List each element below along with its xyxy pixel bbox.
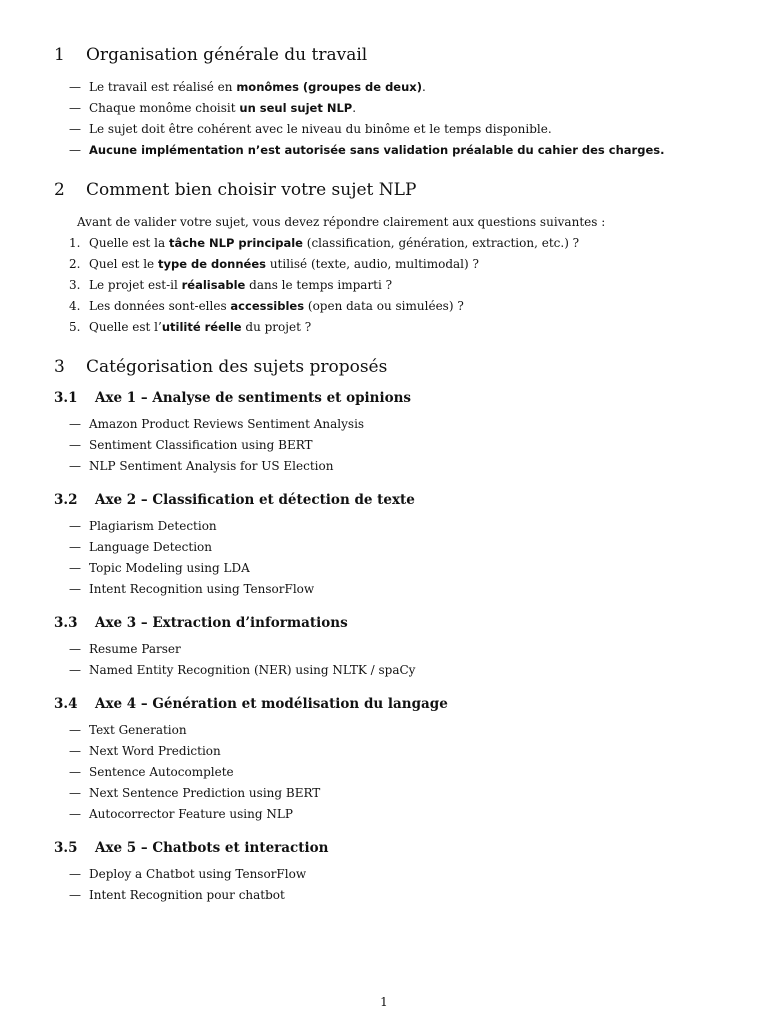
dash-marker: — [69, 582, 81, 596]
list-item: — Deploy a Chatbot using TensorFlow [69, 864, 724, 885]
section-heading [54, 44, 724, 66]
section-heading [54, 356, 724, 378]
subsection-number: 3.2 [54, 492, 78, 508]
dash-marker: — [69, 143, 81, 157]
subsection-number: 3.3 [54, 615, 78, 631]
list-item: — Aucune implémentation n’est autorisée sans validation préalable du cahier des charges. [69, 140, 724, 161]
bullet-list [54, 77, 724, 161]
list-item: 4. Les données sont-elles accessibles (open data ou simulées) ? [69, 299, 464, 313]
list-item: — Plagiarism Detection [69, 516, 724, 537]
bullet-list [54, 516, 724, 600]
dash-marker: — [69, 101, 81, 115]
section-number: 1 [54, 45, 65, 65]
subsection-heading [54, 389, 724, 407]
page-number: 1 [380, 995, 388, 1009]
list-item: 3. Le projet est-il réalisable dans le temps imparti ? [69, 278, 393, 292]
section-title: Comment bien choisir votre sujet NLP [86, 180, 417, 200]
dash-marker: — [69, 663, 81, 677]
list-item: — Autocorrector Feature using NLP [69, 804, 724, 825]
subsection-heading [54, 491, 724, 509]
list-item: — Sentence Autocomplete [69, 762, 724, 783]
list-item: — Named Entity Recognition (NER) using NLTK / spaCy [69, 660, 724, 681]
list-item: — Topic Modeling using LDA [69, 558, 724, 579]
section-heading [54, 179, 724, 201]
list-item: — Le sujet doit être cohérent avec le niveau du binôme et le temps disponible. [69, 119, 724, 140]
dash-marker: — [69, 642, 81, 656]
dash-marker: — [69, 122, 81, 136]
dash-marker: — [69, 786, 81, 800]
list-item: 2. Quel est le type de données utilisé (texte, audio, multimodal) ? [69, 257, 479, 271]
subsection-title: Axe 3 – Extraction d’informations [95, 615, 348, 631]
section-number: 3 [54, 357, 65, 377]
section-choisir-sujet [54, 179, 724, 338]
subsection-number: 3.5 [54, 840, 78, 856]
document-page [54, 44, 724, 906]
dash-marker: — [69, 459, 81, 473]
dash-marker: — [69, 723, 81, 737]
bullet-list [54, 639, 724, 681]
dash-marker: — [69, 561, 81, 575]
list-item: — Chaque monôme choisit un seul sujet NLP. [69, 98, 724, 119]
section-organisation [54, 44, 724, 161]
dash-marker: — [69, 765, 81, 779]
subsection-number: 3.4 [54, 696, 78, 712]
subsection-title: Axe 2 – Classification et détection de texte [95, 492, 415, 508]
list-item: — Le travail est réalisé en monômes (groupes de deux). [69, 77, 724, 98]
list-item: — Amazon Product Reviews Sentiment Analysis [69, 414, 724, 435]
list-item: 1. Quelle est la tâche NLP principale (classification, génération, extraction, etc.) ? [69, 236, 580, 250]
subsection-heading [54, 614, 724, 632]
numbered-list [54, 233, 724, 338]
subsection-heading [54, 839, 724, 857]
dash-marker: — [69, 519, 81, 533]
list-item: — Intent Recognition using TensorFlow [69, 579, 724, 600]
list-item: — Resume Parser [69, 639, 724, 660]
list-item: — Next Word Prediction [69, 741, 724, 762]
list-item: — Intent Recognition pour chatbot [69, 885, 724, 906]
list-item: — Text Generation [69, 720, 724, 741]
bullet-list [54, 864, 724, 906]
section-number: 2 [54, 180, 65, 200]
bullet-list [54, 720, 724, 825]
section-title: Organisation générale du travail [86, 45, 368, 65]
section-categorisation [54, 356, 724, 906]
subsection-title: Axe 5 – Chatbots et interaction [95, 840, 329, 856]
subsection-title: Axe 1 – Analyse de sentiments et opinions [95, 390, 412, 406]
dash-marker: — [69, 867, 81, 881]
list-item: — Language Detection [69, 537, 724, 558]
subsection-number: 3.1 [54, 390, 78, 406]
dash-marker: — [69, 888, 81, 902]
dash-marker: — [69, 540, 81, 554]
list-item: — Sentiment Classification using BERT [69, 435, 724, 456]
list-item: — Next Sentence Prediction using BERT [69, 783, 724, 804]
list-item: — NLP Sentiment Analysis for US Election [69, 456, 724, 477]
dash-marker: — [69, 438, 81, 452]
subsection-heading [54, 695, 724, 713]
section-title: Catégorisation des sujets proposés [86, 357, 388, 377]
subsection-title: Axe 4 – Génération et modélisation du langage [95, 696, 448, 712]
dash-marker: — [69, 744, 81, 758]
list-item: 5. Quelle est l’utilité réelle du projet ? [69, 320, 312, 334]
dash-marker: — [69, 417, 81, 431]
dash-marker: — [69, 807, 81, 821]
bullet-list [54, 414, 724, 477]
intro-paragraph: Avant de valider votre sujet, vous devez répondre clairement aux questions suivantes : [77, 215, 606, 229]
dash-marker: — [69, 80, 81, 94]
